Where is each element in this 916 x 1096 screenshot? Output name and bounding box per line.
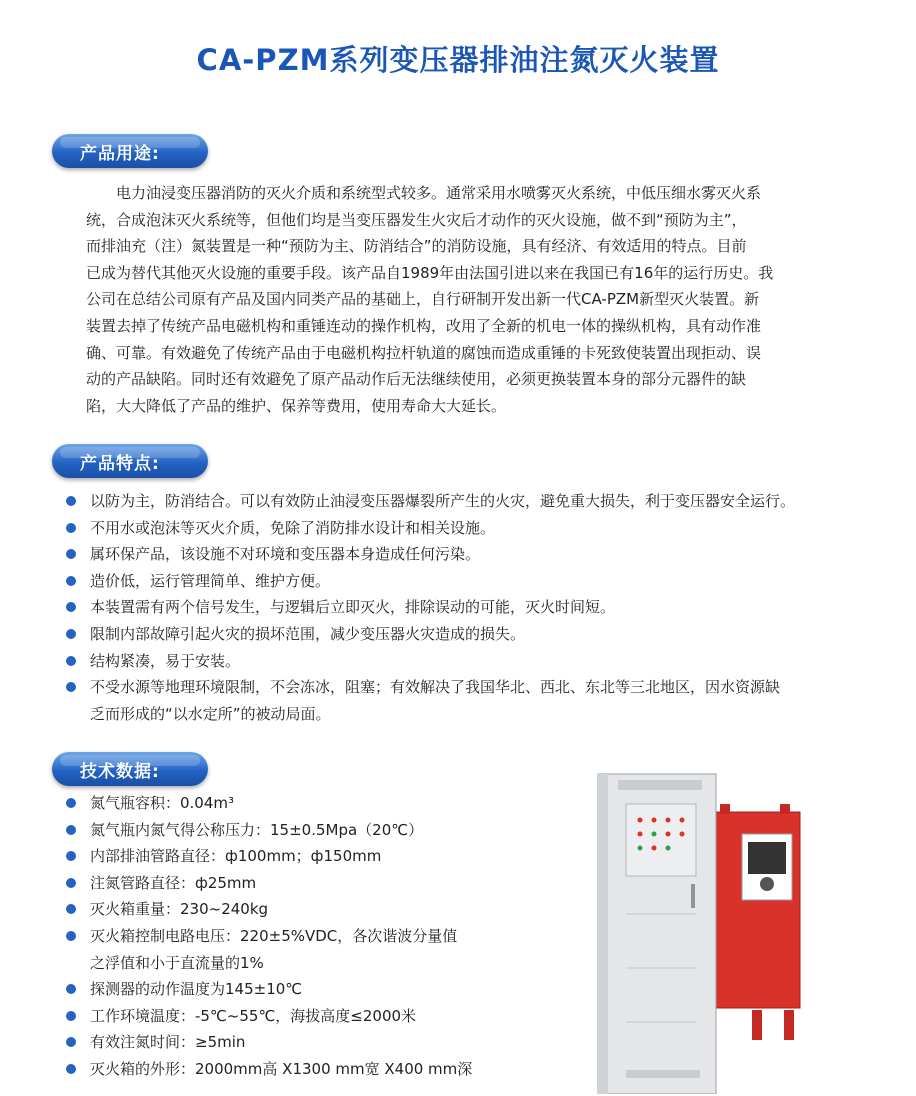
bullet-icon <box>66 523 76 533</box>
usage-line: 统，合成泡沫灭火系统等，但他们均是当变压器发生火灾后才动作的灭火设施，做不到“预防为主”， <box>86 210 747 229</box>
features-list <box>66 488 896 727</box>
list-item: 氮气瓶容积：0.04m³ <box>66 790 586 817</box>
list-item: 造价低，运行管理简单、维护方便。 <box>66 568 896 595</box>
bullet-icon <box>66 549 76 559</box>
usage-line: 陷，大大降低了产品的维护、保养等费用，使用寿命大大延长。 <box>86 396 507 415</box>
list-item: 注氮管路直径：ф25mm <box>66 870 586 897</box>
bullet-icon <box>66 496 76 506</box>
specs-list <box>66 790 586 1083</box>
bullet-icon <box>66 1037 76 1047</box>
bullet-icon <box>66 602 76 612</box>
bullet-icon <box>66 798 76 808</box>
bullet-icon <box>66 1011 76 1021</box>
list-item: 结构紧凑，易于安装。 <box>66 648 896 675</box>
list-item: 不用水或泡沫等灭火介质，免除了消防排水设计和相关设施。 <box>66 515 896 542</box>
list-item: 以防为主，防消结合。可以有效防止油浸变压器爆裂所产生的火灾，避免重大损失，利于变压器安全运行。 <box>66 488 896 515</box>
bullet-icon <box>66 656 76 666</box>
usage-line: 公司在总结公司原有产品及国内同类产品的基础上，自行研制开发出新一代CA-PZM新型灭火装置。新 <box>86 290 760 309</box>
list-item: 本装置需有两个信号发生，与逻辑后立即灭火，排除误动的可能，灭火时间短。 <box>66 594 896 621</box>
list-item: 灭火箱控制电路电压：220±5%VDC，各次谐波分量值 <box>66 923 586 950</box>
bullet-icon <box>66 1064 76 1074</box>
cabinet-photo <box>596 764 808 1094</box>
list-item: 灭火箱的外形：2000mm高 X1300 mm宽 X400 mm深 <box>66 1056 586 1083</box>
section-heading-usage: 产品用途: <box>52 134 208 168</box>
list-item-continuation: 之浮值和小于直流量的1% <box>90 953 264 972</box>
usage-line: 已成为替代其他灭火设施的重要手段。该产品自1989年由法国引进以来在我国已有16年的运行历史。我 <box>86 263 774 282</box>
list-item: 探测器的动作温度为145±10℃ <box>66 976 586 1003</box>
bullet-icon <box>66 825 76 835</box>
bullet-icon <box>66 904 76 914</box>
bullet-icon <box>66 851 76 861</box>
page-title: CA-PZM系列变压器排油注氮灭火装置 <box>196 43 720 77</box>
bullet-icon <box>66 878 76 888</box>
list-item: 有效注氮时间：≥5min <box>66 1029 586 1056</box>
usage-line: 电力油浸变压器消防的灭火介质和系统型式较多。通常采用水喷雾灭火系统，中低压细水雾灭火系 <box>86 184 762 202</box>
list-item: 限制内部故障引起火灾的损坏范围，减少变压器火灾造成的损失。 <box>66 621 896 648</box>
usage-line: 装置去掉了传统产品电磁机构和重锤连动的操作机构，改用了全新的机电一体的操纵机构，具有动作准 <box>86 316 762 335</box>
bullet-icon <box>66 576 76 586</box>
bullet-icon <box>66 629 76 639</box>
bullet-icon <box>66 931 76 941</box>
list-item: 不受水源等地理环境限制，不会冻冰，阻塞；有效解决了我国华北、西北、东北等三北地区，因水资源缺 <box>66 674 896 701</box>
usage-line: 而排油充（注）氮装置是一种“预防为主、防消结合”的消防设施，具有经济、有效适用的特点。目前 <box>86 237 747 256</box>
list-item: 属环保产品，该设施不对环境和变压器本身造成任何污染。 <box>66 541 896 568</box>
usage-paragraph <box>86 180 860 419</box>
list-item: 灭火箱重量：230~240kg <box>66 896 586 923</box>
list-item: 工作环境温度：-5℃~55℃，海拔高度≤2000米 <box>66 1003 586 1030</box>
list-item-continuation: 乏而形成的“以水定所”的被动局面。 <box>90 704 331 723</box>
usage-line: 动的产品缺陷。同时还有效避免了原产品动作后无法继续使用，必须更换装置本身的部分元器件的缺 <box>86 370 747 389</box>
usage-line: 确、可靠。有效避免了传统产品由于电磁机构拉杆轨道的腐蚀而造成重锤的卡死致使装置出现拒动、误 <box>86 343 762 362</box>
section-heading-specs: 技术数据: <box>52 752 208 786</box>
bullet-icon <box>66 682 76 692</box>
list-item: 氮气瓶内氮气得公称压力：15±0.5Mpa（20℃） <box>66 817 586 844</box>
section-heading-features: 产品特点: <box>52 444 208 478</box>
list-item: 内部排油管路直径：ф100mm；ф150mm <box>66 843 586 870</box>
bullet-icon <box>66 984 76 994</box>
